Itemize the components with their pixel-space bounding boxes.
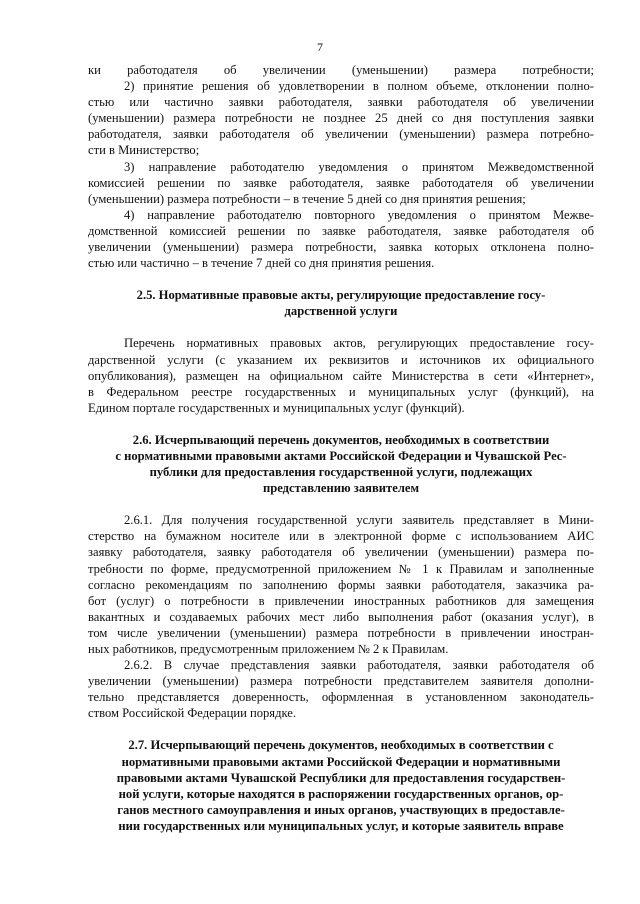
page-content [88,62,594,834]
text-line: увеличении (уменьшении) размера потребности представителем заявителя дополни- [88,674,594,689]
text-line: ных работников, предусмотренным приложением № 2 к Правилам. [88,642,449,656]
text-line: заявку работодателя, заявку работодателя об увеличении (уменьшении) размера по- [88,545,594,560]
text-line: 3) направление работодателю уведомления о принятом Межведомственной [124,159,594,174]
text-line: комиссией решении по заявке работодателя, заявке работодателя об увеличении [88,175,594,190]
text-line: ством Российской Федерации порядке. [88,706,297,721]
heading-line: нии государственных или муниципальных услуг, и которые заявитель вправе [118,818,564,833]
text-line: вакантных и создаваемых рабочих мест либо выполнения работ (оказания услуг), в [88,609,594,624]
heading-line: представлению заявителем [262,481,420,496]
section-heading-2-7 [88,737,594,834]
heading-line: ганов местного самоуправления и иных органов, участвующих в предоставле- [117,802,565,817]
text-line: в Федеральном реестре государственных и муниципальных услуг (функций), на [88,384,594,399]
heading-line: правовыми актами Чувашской Республики для предоставления государствен- [116,770,566,785]
heading-line: нормативными правовыми актами Российской Федерации и нормативными [121,754,561,769]
paragraph-legal-acts [88,335,594,415]
heading-line: ной услуги, которые находятся в распоряжении государственных органов, ор- [118,786,564,801]
text-line: 2) принятие решения об удовлетворении в полном объеме, отклонении полно- [124,79,594,94]
heading-line: 2.7. Исчерпывающий перечень документов, необходимых в соответствии с [128,738,554,753]
section-heading-2-6 [88,432,594,496]
paragraph-decision-steps [88,62,594,271]
text-line: ки работодателя об увеличении (уменьшении) размера потребности; [88,63,594,77]
text-line: стью или частично – в течение 7 дней со дня принятия решения. [88,256,435,271]
heading-line: дарственной услуги [284,304,398,319]
text-line: 2.6.2. В случае представления заявки работодателя, заявки работодателя об [124,658,594,673]
text-line: опубликования), размещен на официальном сайте Министерства в сети «Интернет», [88,368,594,383]
text-line: стерство на бумажном носителе или в электронной форме с использованием АИС [88,529,594,544]
section-heading-2-5 [88,287,594,319]
text-line: сти в Министерство; [88,143,200,158]
paragraph-required-documents [88,512,594,721]
text-line: требности по форме, предусмотренной приложением № 1 к Правилам и заполненные [88,561,594,576]
text-line: дарственной услуги (с указанием их реквизитов и источников их официального [88,352,594,367]
text-line: тельно представляется доверенность, оформленная в установленном законодатель- [88,690,594,705]
heading-line: 2.6. Исчерпывающий перечень документов, необходимых в соответствии [132,432,550,447]
text-line: домственной комиссией решении по заявке работодателя, заявке работодателя об [88,223,594,238]
text-line: увеличении (уменьшении) размера потребности, заявка которых отклонена полно- [88,240,594,255]
text-line: том числе увеличении (уменьшении) размера потребности в привлечении иностран- [88,625,594,640]
text-line: Едином портале государственных и муниципальных услуг (функций). [88,400,465,415]
heading-line: публики для предоставления государственной услуги, подлежащих [149,465,533,480]
text-line: бот (услуг) о потребности в привлечении иностранных работников для замещения [88,593,594,608]
text-line: стью или частично заявки работодателя, заявки работодателя об увеличении [88,95,594,110]
page-number: 7 [317,40,323,54]
text-line: согласно рекомендациям по заполнению формы заявки работодателя, заказчика ра- [88,577,594,592]
text-line: Перечень нормативных правовых актов, регулирующих предоставление госу- [124,336,594,351]
heading-line: с нормативными правовыми актами Российской Федерации и Чувашской Рес- [115,448,567,463]
text-line: 2.6.1. Для получения государственной услуги заявитель представляет в Мини- [124,513,594,528]
text-line: (уменьшении) размера потребности не позднее 25 дней со дня поступления заявки [88,111,594,126]
text-line: работодателя, заявки работодателя об увеличении (уменьшении) размера потребно- [88,127,594,142]
text-line: (уменьшении) размера потребности – в течение 5 дней со дня принятия решения; [88,191,526,206]
heading-line: 2.5. Нормативные правовые акты, регулирующие предоставление госу- [136,288,546,303]
text-line: 4) направление работодателю повторного уведомления о принятом Межве- [124,207,594,222]
